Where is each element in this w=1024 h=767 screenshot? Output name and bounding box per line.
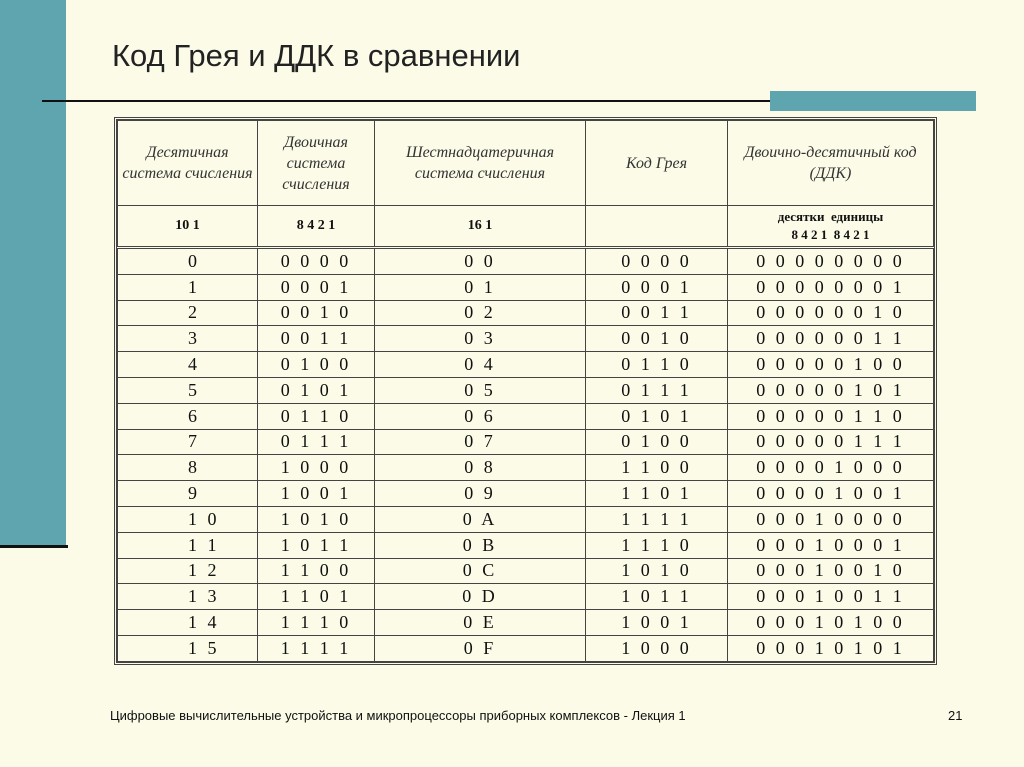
cell-gray: 1 0 0 0 xyxy=(586,635,728,661)
cell-gray: 0 0 1 1 xyxy=(586,300,728,326)
cell-binary: 0 0 1 1 xyxy=(258,326,375,352)
cell-binary: 1 1 0 1 xyxy=(258,584,375,610)
cell-bcd: 0 0 0 1 0 0 1 0 xyxy=(728,558,934,584)
table-row xyxy=(118,377,934,403)
comparison-table xyxy=(117,120,934,662)
cell-binary: 1 1 1 1 xyxy=(258,635,375,661)
table-row xyxy=(118,352,934,378)
cell-hex: 0 5 xyxy=(375,377,586,403)
cell-bcd: 0 0 0 0 0 1 0 1 xyxy=(728,377,934,403)
cell-bcd: 0 0 0 1 0 0 1 1 xyxy=(728,584,934,610)
cell-bcd: 0 0 0 0 1 0 0 1 xyxy=(728,481,934,507)
weights-row xyxy=(118,206,934,248)
cell-hex: 0 7 xyxy=(375,429,586,455)
cell-gray: 0 1 0 0 xyxy=(586,429,728,455)
cell-hex: 0 C xyxy=(375,558,586,584)
weights-hex: 16 1 xyxy=(375,206,586,248)
weights-binary: 8 4 2 1 xyxy=(258,206,375,248)
header-bcd: Двоично-десятичный код (ДДК) xyxy=(728,121,934,206)
cell-decimal: 7 xyxy=(118,429,258,455)
cell-decimal: 5 xyxy=(118,377,258,403)
cell-hex: 0 B xyxy=(375,532,586,558)
table-row xyxy=(118,248,934,275)
cell-hex: 0 0 xyxy=(375,248,586,275)
cell-binary: 1 1 0 0 xyxy=(258,558,375,584)
cell-binary: 1 0 0 1 xyxy=(258,481,375,507)
cell-binary: 1 0 1 1 xyxy=(258,532,375,558)
cell-decimal: 1 1 xyxy=(118,532,258,558)
cell-binary: 0 0 1 0 xyxy=(258,300,375,326)
cell-hex: 0 9 xyxy=(375,481,586,507)
cell-bcd: 0 0 0 1 0 1 0 0 xyxy=(728,610,934,636)
table-row xyxy=(118,584,934,610)
cell-hex: 0 F xyxy=(375,635,586,661)
header-binary: Двоичная система счисления xyxy=(258,121,375,206)
cell-gray: 1 0 1 0 xyxy=(586,558,728,584)
cell-gray: 1 0 0 1 xyxy=(586,610,728,636)
cell-gray: 0 0 1 0 xyxy=(586,326,728,352)
cell-hex: 0 A xyxy=(375,506,586,532)
comparison-table-frame xyxy=(114,117,937,665)
cell-gray: 0 1 1 0 xyxy=(586,352,728,378)
cell-gray: 0 0 0 1 xyxy=(586,274,728,300)
cell-decimal: 6 xyxy=(118,403,258,429)
cell-binary: 1 0 1 0 xyxy=(258,506,375,532)
table-row xyxy=(118,532,934,558)
cell-decimal: 9 xyxy=(118,481,258,507)
table-row xyxy=(118,403,934,429)
cell-hex: 0 2 xyxy=(375,300,586,326)
cell-gray: 1 1 0 1 xyxy=(586,481,728,507)
page-number: 21 xyxy=(948,708,963,723)
cell-bcd: 0 0 0 1 0 0 0 1 xyxy=(728,532,934,558)
cell-binary: 1 0 0 0 xyxy=(258,455,375,481)
weights-decimal: 10 1 xyxy=(118,206,258,248)
cell-hex: 0 D xyxy=(375,584,586,610)
cell-decimal: 1 3 xyxy=(118,584,258,610)
cell-binary: 0 0 0 0 xyxy=(258,248,375,275)
title-accent-bar xyxy=(770,91,976,111)
table-row xyxy=(118,455,934,481)
cell-hex: 0 8 xyxy=(375,455,586,481)
table-row xyxy=(118,481,934,507)
cell-decimal: 8 xyxy=(118,455,258,481)
table-row xyxy=(118,429,934,455)
cell-hex: 0 6 xyxy=(375,403,586,429)
header-gray: Код Грея xyxy=(586,121,728,206)
cell-decimal: 0 xyxy=(118,248,258,275)
cell-binary: 0 1 1 1 xyxy=(258,429,375,455)
header-decimal: Десятичная система счисления xyxy=(118,121,258,206)
cell-decimal: 1 2 xyxy=(118,558,258,584)
slide-footer: Цифровые вычислительные устройства и микропроцессоры приборных комплексов - Лекция 1 xyxy=(110,708,686,723)
cell-bcd: 0 0 0 0 0 1 1 1 xyxy=(728,429,934,455)
left-accent-band xyxy=(0,0,66,546)
table-row xyxy=(118,274,934,300)
cell-gray: 1 1 0 0 xyxy=(586,455,728,481)
cell-bcd: 0 0 0 0 0 1 0 0 xyxy=(728,352,934,378)
cell-binary: 0 0 0 1 xyxy=(258,274,375,300)
left-accent-rule xyxy=(0,545,68,548)
cell-gray: 0 1 1 1 xyxy=(586,377,728,403)
cell-binary: 0 1 0 1 xyxy=(258,377,375,403)
cell-bcd: 0 0 0 1 0 0 0 0 xyxy=(728,506,934,532)
bcd-digit-labels: десятки единицы xyxy=(777,209,884,224)
weights-bcd xyxy=(728,206,934,248)
cell-hex: 0 1 xyxy=(375,274,586,300)
cell-decimal: 1 5 xyxy=(118,635,258,661)
cell-decimal: 3 xyxy=(118,326,258,352)
cell-gray: 0 0 0 0 xyxy=(586,248,728,275)
cell-gray: 1 0 1 1 xyxy=(586,584,728,610)
cell-decimal: 4 xyxy=(118,352,258,378)
cell-bcd: 0 0 0 1 0 1 0 1 xyxy=(728,635,934,661)
cell-decimal: 2 xyxy=(118,300,258,326)
cell-hex: 0 4 xyxy=(375,352,586,378)
cell-decimal: 1 xyxy=(118,274,258,300)
table-row xyxy=(118,558,934,584)
cell-hex: 0 E xyxy=(375,610,586,636)
table-row xyxy=(118,326,934,352)
cell-bcd: 0 0 0 0 0 1 1 0 xyxy=(728,403,934,429)
table-row xyxy=(118,506,934,532)
cell-gray: 1 1 1 0 xyxy=(586,532,728,558)
table-row xyxy=(118,300,934,326)
cell-binary: 0 1 1 0 xyxy=(258,403,375,429)
cell-bcd: 0 0 0 0 0 0 1 1 xyxy=(728,326,934,352)
slide-title: Код Грея и ДДК в сравнении xyxy=(112,38,521,73)
cell-bcd: 0 0 0 0 0 0 0 1 xyxy=(728,274,934,300)
cell-binary: 0 1 0 0 xyxy=(258,352,375,378)
table-row xyxy=(118,635,934,661)
cell-decimal: 1 4 xyxy=(118,610,258,636)
header-row xyxy=(118,121,934,206)
header-hex: Шестнадцатеричная система счисления xyxy=(375,121,586,206)
cell-bcd: 0 0 0 0 0 0 1 0 xyxy=(728,300,934,326)
table-row xyxy=(118,610,934,636)
cell-gray: 0 1 0 1 xyxy=(586,403,728,429)
cell-gray: 1 1 1 1 xyxy=(586,506,728,532)
cell-bcd: 0 0 0 0 0 0 0 0 xyxy=(728,248,934,275)
cell-binary: 1 1 1 0 xyxy=(258,610,375,636)
cell-decimal: 1 0 xyxy=(118,506,258,532)
cell-bcd: 0 0 0 0 1 0 0 0 xyxy=(728,455,934,481)
bcd-digit-weights: 8 4 2 1 8 4 2 1 xyxy=(791,227,870,242)
weights-gray xyxy=(586,206,728,248)
cell-hex: 0 3 xyxy=(375,326,586,352)
